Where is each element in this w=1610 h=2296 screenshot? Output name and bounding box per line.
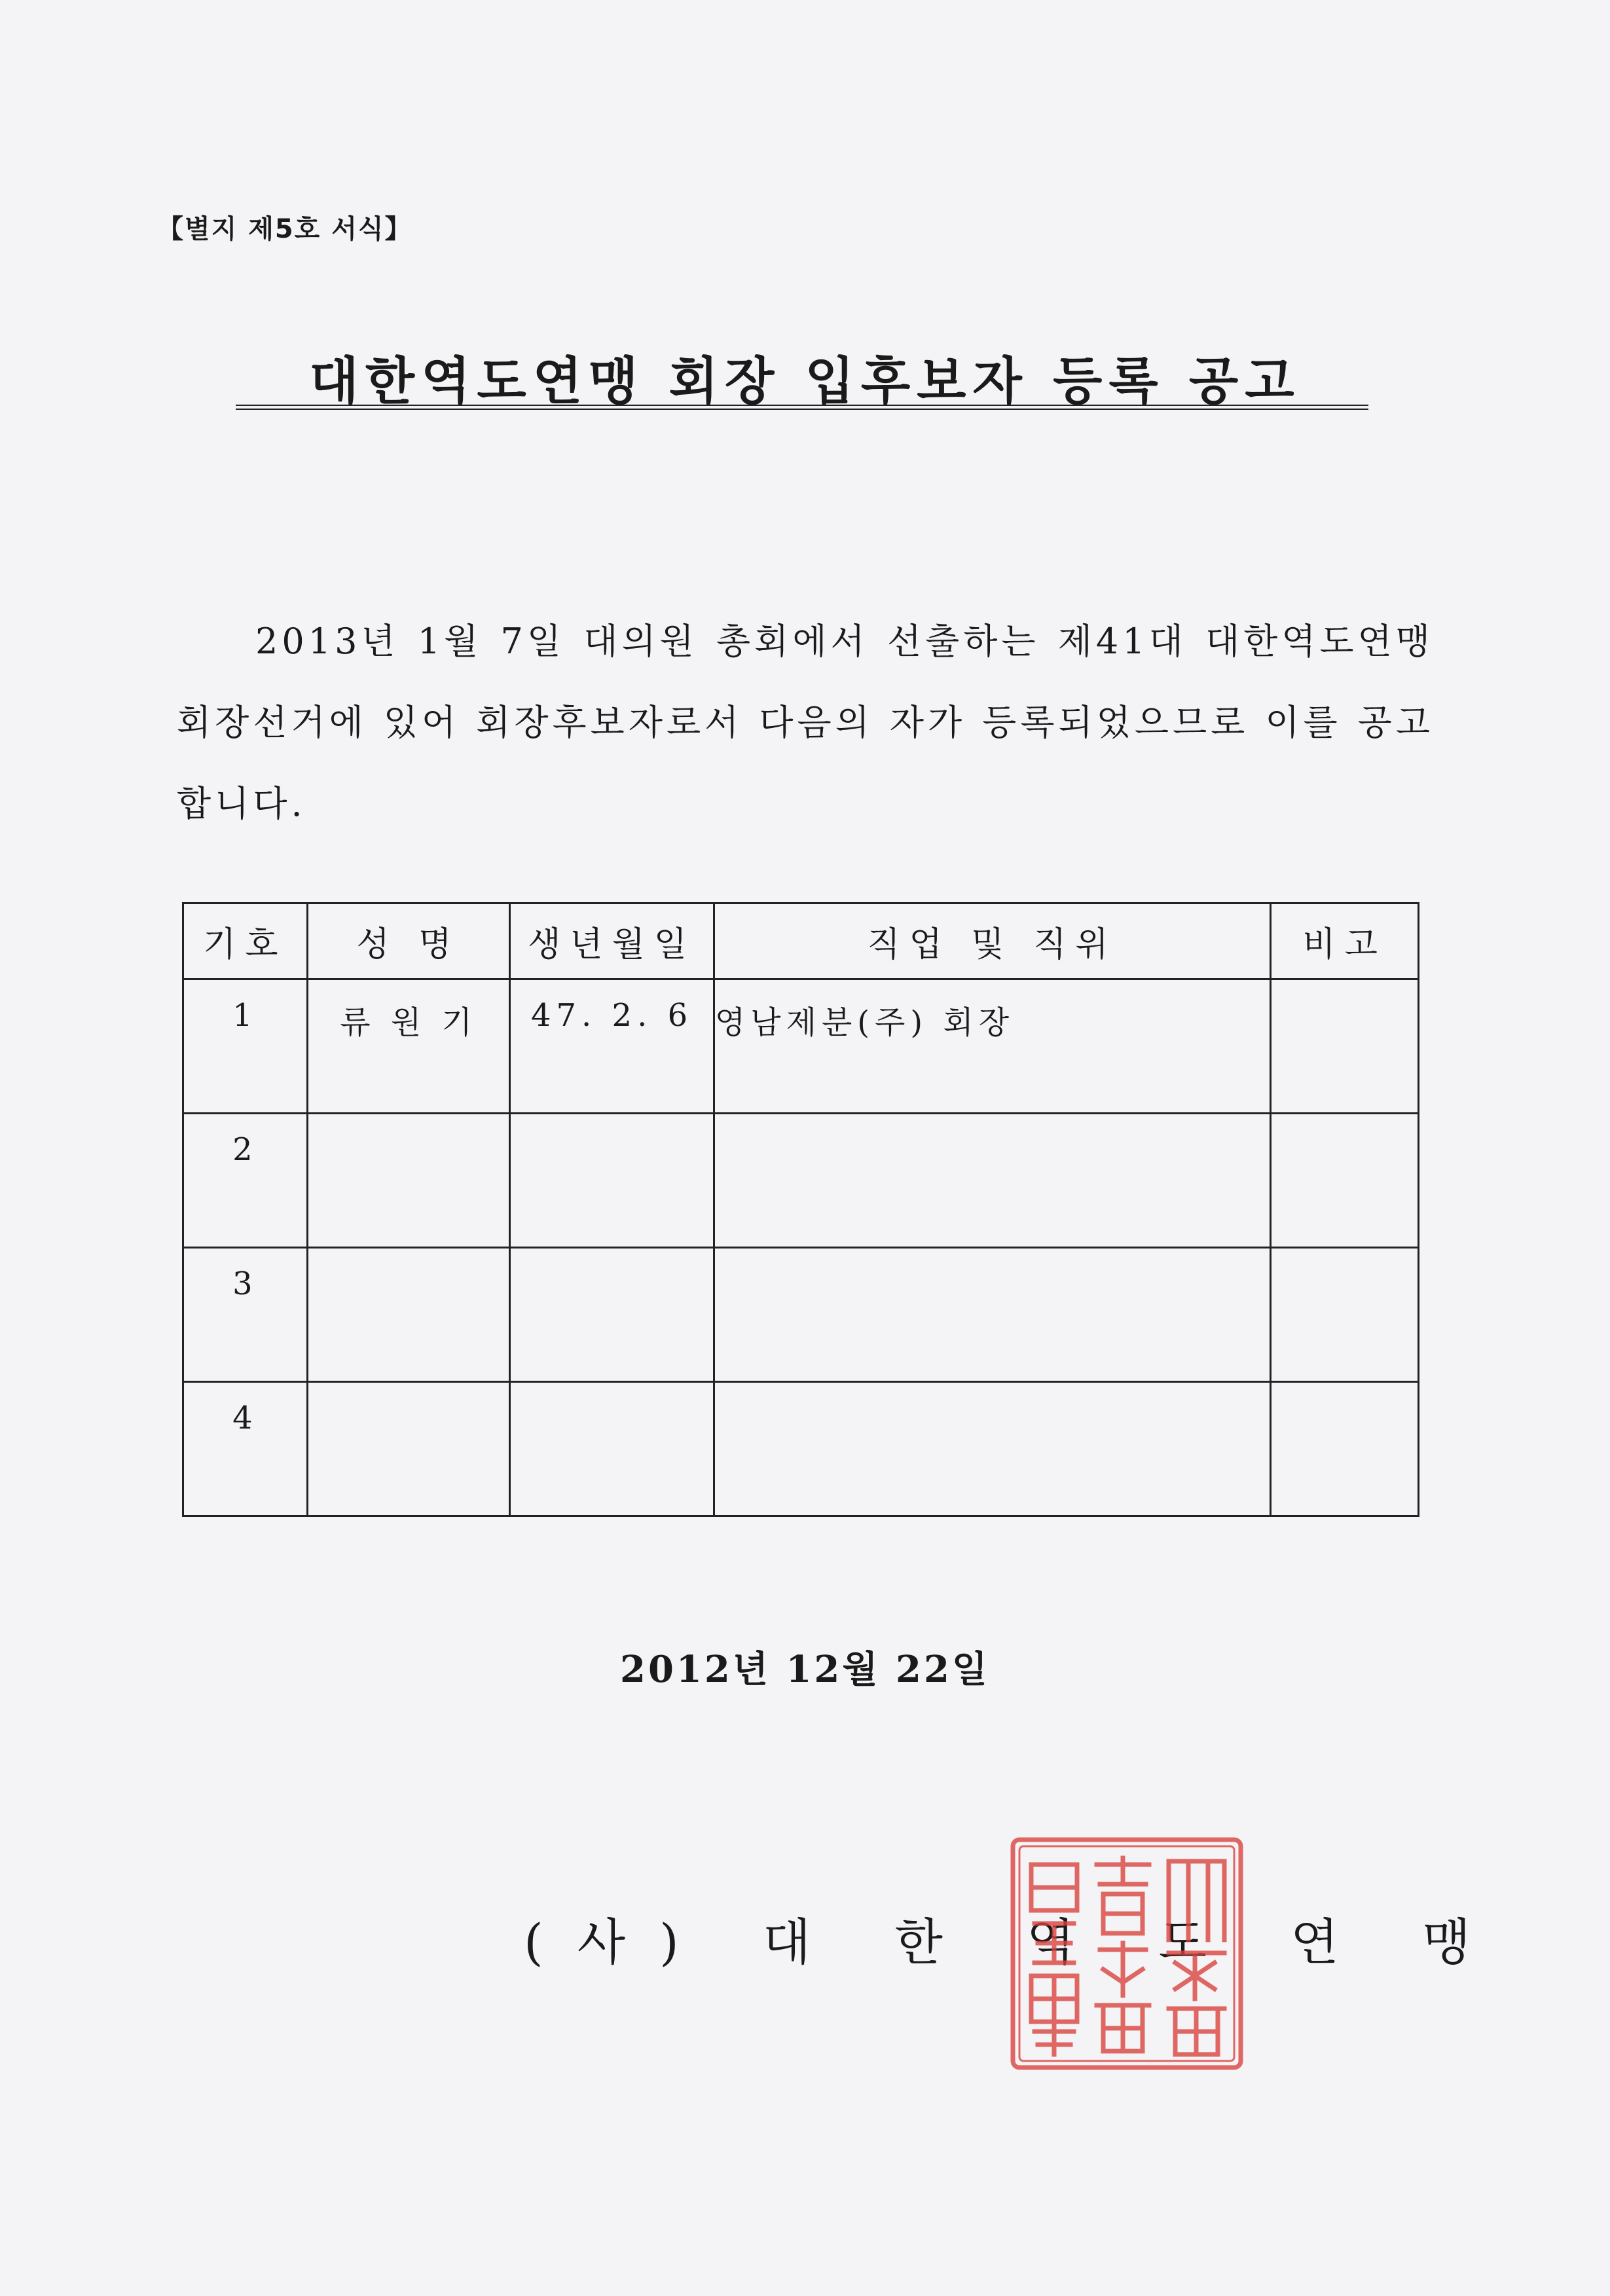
table-header-row xyxy=(183,903,1419,979)
official-seal-stamp xyxy=(1005,1832,1249,2075)
form-label: 【별지 제5호 서식】 xyxy=(157,214,412,244)
table-row xyxy=(183,979,1419,1114)
cell-birthdate xyxy=(510,1114,714,1248)
title-double-rule xyxy=(236,405,1368,410)
document-title: 대한역도연맹 회장 입후보자 등록 공고 xyxy=(309,352,1301,411)
cell-remarks xyxy=(1271,1248,1419,1382)
header-birthdate: 생년월일 xyxy=(510,903,714,979)
candidate-table xyxy=(182,902,1419,1517)
cell-remarks xyxy=(1271,979,1419,1114)
cell-occupation xyxy=(714,1382,1270,1516)
cell-remarks xyxy=(1271,1114,1419,1248)
cell-name xyxy=(307,1114,510,1248)
table-row xyxy=(183,1248,1419,1382)
table-row xyxy=(183,1114,1419,1248)
cell-number: 2 xyxy=(183,1114,308,1248)
cell-name: 류 원 기 xyxy=(307,979,510,1114)
cell-birthdate xyxy=(510,1248,714,1382)
header-number: 기호 xyxy=(183,903,308,979)
cell-remarks xyxy=(1271,1382,1419,1516)
cell-name xyxy=(307,1248,510,1382)
cell-birthdate xyxy=(510,1382,714,1516)
cell-occupation xyxy=(714,1114,1270,1248)
cell-name xyxy=(307,1382,510,1516)
cell-number: 1 xyxy=(183,979,308,1114)
announcement-date: 2012년 12월 22일 xyxy=(620,1648,990,1691)
cell-occupation xyxy=(714,1248,1270,1382)
table-row xyxy=(183,1382,1419,1516)
cell-number: 3 xyxy=(183,1248,308,1382)
announcement-body: 2013년 1월 7일 대의원 총회에서 선출하는 제41대 대한역도연맹 회장선거에 있어 회장후보자로서 다음의 자가 등록되었으므로 이를 공고합니다. xyxy=(177,621,1434,824)
header-occupation: 직업 및 직위 xyxy=(714,903,1270,979)
cell-birthdate: 47. 2. 6 xyxy=(510,979,714,1114)
header-remarks: 비고 xyxy=(1271,903,1419,979)
cell-number: 4 xyxy=(183,1382,308,1516)
organization-name: (사) 대 한 역 도 연 맹 xyxy=(524,1913,1505,1971)
header-name: 성 명 xyxy=(307,903,510,979)
cell-occupation: 영남제분(주) 회장 xyxy=(714,979,1270,1114)
